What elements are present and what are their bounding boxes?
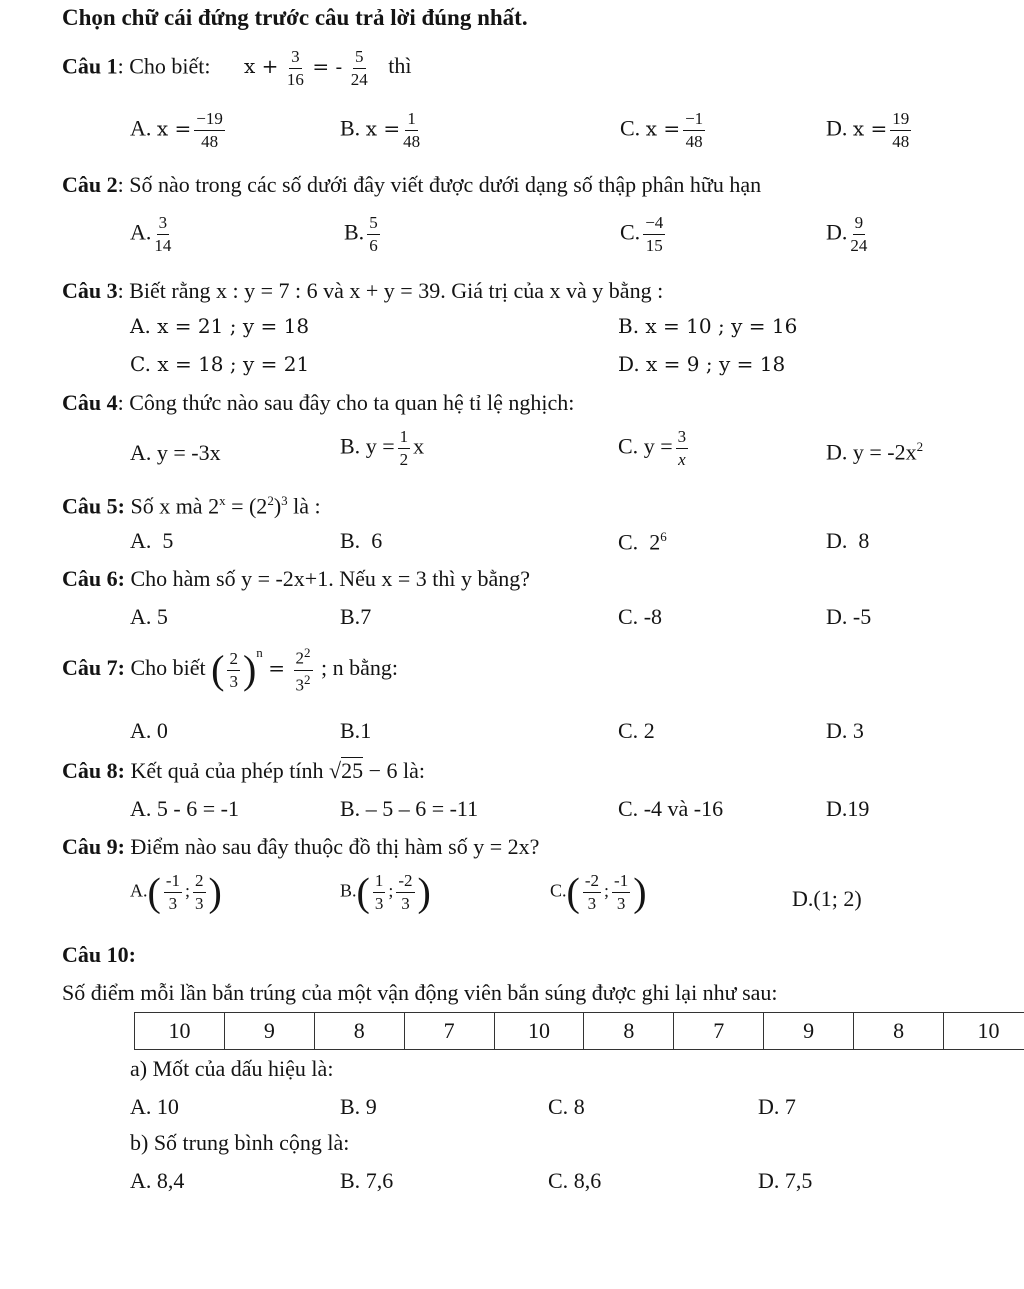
q8-option-b[interactable]: B. – 5 – 6 = -11: [340, 796, 479, 821]
question-4: [62, 392, 574, 414]
table-cell: 7: [674, 1013, 764, 1050]
question-1: [62, 48, 412, 89]
page-heading: Chọn chữ cái đứng trước câu trả lời đúng nhất.: [62, 5, 528, 30]
question-3: [62, 280, 663, 302]
q4-option-b[interactable]: B. y = $\frac{1}{2}$ x: [340, 427, 425, 469]
q3-option-c[interactable]: C. x = 18 ; y = 21: [130, 352, 310, 376]
q3-option-d[interactable]: D. x = 9 ; y = 18: [618, 352, 786, 376]
q9-option-c[interactable]: C.( $\frac{-2}{3}$ ; $\frac{-1}{3}$ ): [550, 869, 647, 915]
question-label: Câu 5:: [62, 493, 125, 519]
sqrt-symbol: √: [329, 758, 342, 783]
q1-option-b[interactable]: B. x = $\frac{1}{48}$: [340, 109, 421, 151]
q8-option-c[interactable]: C. -4 và -16: [618, 796, 724, 821]
table-cell: 8: [314, 1013, 404, 1050]
q7-option-c[interactable]: C. 2: [618, 718, 655, 743]
question-text: : Công thức nào sau đây cho ta quan hệ tỉ lệ nghịch:: [117, 390, 575, 415]
q9-option-d[interactable]: D.(1; 2): [792, 886, 862, 911]
question-9: [62, 836, 539, 858]
q2-option-d[interactable]: D. $\frac{9}{24}$: [826, 213, 868, 255]
q5-option-b[interactable]: B. 6: [340, 528, 383, 553]
q10a-option-c[interactable]: C. 8: [548, 1094, 585, 1119]
q10b-option-a[interactable]: A. 8,4: [130, 1168, 185, 1193]
fraction: $\frac{5}{24}$: [350, 47, 368, 89]
question-label: Câu 6:: [62, 566, 125, 591]
q10a-option-a[interactable]: A. 10: [130, 1094, 179, 1119]
q7-option-b[interactable]: B.1: [340, 718, 372, 743]
score-table: [134, 1012, 1024, 1050]
question-5: Câu 5: Số x mà $2^x = (2^2)^3$ là :: [62, 493, 321, 519]
table-cell: 8: [854, 1013, 944, 1050]
q6-option-d[interactable]: D. -5: [826, 604, 872, 629]
q2-option-a[interactable]: A. $\frac{3}{14}$: [130, 213, 172, 255]
q5-option-c[interactable]: C. $2^6$: [618, 529, 667, 555]
question-10-label: Câu 10:: [62, 942, 136, 967]
question-label: Câu 2: [62, 172, 118, 197]
q1-option-c[interactable]: C. x = $\frac{-1}{48}$: [620, 109, 704, 151]
question-7: Câu 7: Cho biết ( $\frac{2}{3}$ )$^n$ = $\frac{2^2}{3^2}$ ; n bằng:: [62, 645, 399, 695]
table-cell: 9: [764, 1013, 854, 1050]
q10b-option-d[interactable]: D. 7,5: [758, 1168, 813, 1193]
q10b-option-c[interactable]: C. 8,6: [548, 1168, 602, 1193]
question-label: Câu 4: [62, 390, 118, 415]
question-text: Cho hàm số y = -2x+1. Nếu x = 3 thì y bằng?: [130, 566, 531, 591]
table-cell: 8: [584, 1013, 674, 1050]
question-10b: b) Số trung bình cộng là:: [130, 1130, 350, 1155]
q6-option-c[interactable]: C. -8: [618, 604, 663, 629]
q6-option-a[interactable]: A. 5: [130, 604, 168, 629]
question-text: Điểm nào sau đây thuộc đồ thị hàm số y = 2x?: [130, 834, 540, 859]
question-label: Câu 1: [62, 53, 118, 79]
q5-option-d[interactable]: D. 8: [826, 528, 870, 553]
q3-option-b[interactable]: B. x = 10 ; y = 16: [618, 314, 798, 338]
q6-option-b[interactable]: B.7: [340, 604, 372, 629]
q4-option-a[interactable]: A. y = -3x: [130, 440, 221, 465]
fraction: $\frac{3}{16}$: [286, 47, 304, 89]
question-text: : Cho biết:: [117, 53, 211, 79]
question-6: [62, 568, 530, 590]
question-tail: thì: [388, 53, 412, 79]
q4-option-c[interactable]: C. y = $\frac{3}{x}$: [618, 427, 687, 469]
equation-part: x +: [244, 54, 279, 79]
q9-option-a[interactable]: A.( $\frac{-1}{3}$ ; $\frac{2}{3}$ ): [130, 869, 222, 915]
q2-option-b[interactable]: B. $\frac{5}{6}$: [344, 213, 378, 255]
q4-option-d[interactable]: D. $y = -2x^2$: [826, 439, 924, 465]
q1-option-d[interactable]: D. x = $\frac{19}{48}$: [826, 109, 910, 151]
q10b-option-b[interactable]: B. 7,6: [340, 1168, 394, 1193]
q10a-option-b[interactable]: B. 9: [340, 1094, 377, 1119]
q7-option-a[interactable]: A. 0: [130, 718, 168, 743]
q7-option-d[interactable]: D. 3: [826, 718, 864, 743]
table-cell: 10: [944, 1013, 1024, 1050]
question-8: Câu 8: Kết quả của phép tính √25 − 6 là:: [62, 758, 425, 783]
table-cell: 10: [135, 1013, 225, 1050]
q1-option-a[interactable]: A. x = $\frac{-19}{48}$: [130, 109, 223, 151]
question-10a: a) Mốt của dấu hiệu là:: [130, 1056, 334, 1081]
question-text: : Số nào trong các số dưới đây viết được dưới dạng số thập phân hữu hạn: [117, 172, 762, 197]
question-10-intro: Số điểm mỗi lần bắn trúng của một vận động viên bắn súng được ghi lại như sau:: [62, 980, 778, 1005]
q9-option-b[interactable]: B.( $\frac{1}{3}$ ; $\frac{-2}{3}$ ): [340, 869, 431, 915]
q2-option-c[interactable]: C. $\frac{-4}{15}$: [620, 213, 664, 255]
q10a-option-d[interactable]: D. 7: [758, 1094, 796, 1119]
table-row: [135, 1013, 1024, 1050]
question-label: Câu 8:: [62, 758, 125, 783]
question-label: Câu 3: [62, 278, 118, 303]
q3-option-a[interactable]: A. x = 21 ; y = 18: [130, 314, 310, 338]
question-2: [62, 174, 761, 196]
q8-option-d[interactable]: D.19: [826, 796, 870, 821]
question-text: : Biết rằng x : y = 7 : 6 và x + y = 39. Giá trị của x và y bằng :: [117, 278, 664, 303]
question-label: Câu 7:: [62, 655, 125, 681]
question-label: Câu 9:: [62, 834, 125, 859]
table-cell: 10: [494, 1013, 584, 1050]
q5-option-a[interactable]: A. 5: [130, 528, 174, 553]
equation-part: = -: [312, 54, 343, 79]
table-cell: 9: [224, 1013, 314, 1050]
q8-option-a[interactable]: A. 5 - 6 = -1: [130, 796, 239, 821]
table-cell: 7: [404, 1013, 494, 1050]
